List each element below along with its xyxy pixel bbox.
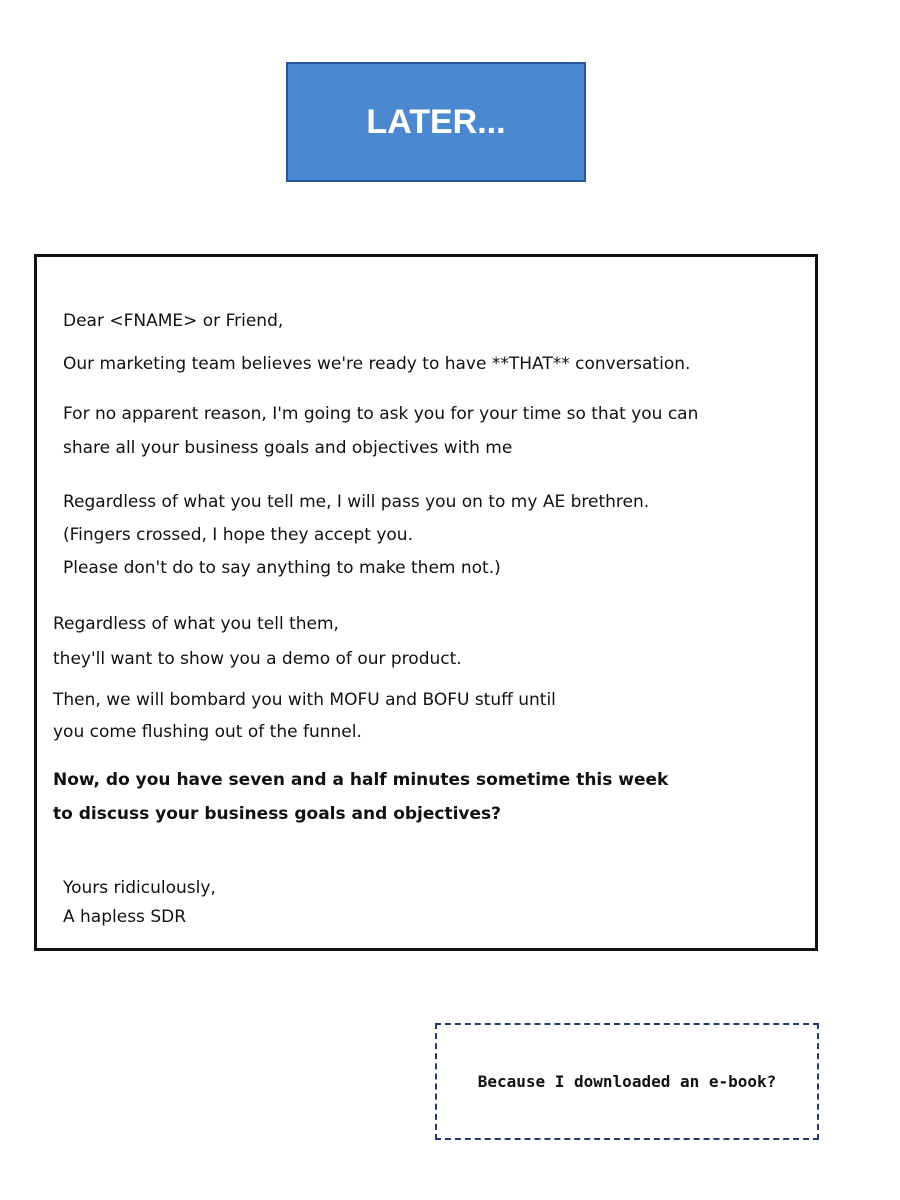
letter-paragraph-2-line-2: share all your business goals and objectives with me <box>63 438 513 458</box>
letter-paragraph-5-line-1: Then, we will bombard you with MOFU and BOFU stuff until <box>53 690 556 710</box>
email-letter <box>34 254 818 951</box>
letter-ask-line-2: to discuss your business goals and objectives? <box>53 804 502 824</box>
later-banner <box>286 62 586 182</box>
letter-greeting: Dear <FNAME> or Friend, <box>63 311 284 331</box>
letter-signature: A hapless SDR <box>63 907 187 927</box>
letter-paragraph-1: Our marketing team believes we're ready to have **THAT** conversation. <box>63 354 691 374</box>
letter-signoff: Yours ridiculously, <box>63 878 216 898</box>
letter-paragraph-5-line-2: you come flushing out of the funnel. <box>53 722 362 742</box>
banner-label: LATER... <box>366 102 506 141</box>
ebook-callout <box>435 1023 819 1140</box>
callout-text: Because I downloaded an e-book? <box>477 1072 777 1091</box>
letter-paragraph-4-line-1: Regardless of what you tell them, <box>53 614 339 634</box>
letter-ask-line-1: Now, do you have seven and a half minutes sometime this week <box>53 770 669 790</box>
letter-paragraph-4-line-2: they'll want to show you a demo of our product. <box>53 649 462 669</box>
letter-paragraph-2-line-1: For no apparent reason, I'm going to ask you for your time so that you can <box>63 404 699 424</box>
letter-paragraph-3-line-3: Please don't do to say anything to make them not.) <box>63 558 501 578</box>
letter-paragraph-3-line-1: Regardless of what you tell me, I will pass you on to my AE brethren. <box>63 492 650 512</box>
letter-paragraph-3-line-2: (Fingers crossed, I hope they accept you. <box>63 525 413 545</box>
